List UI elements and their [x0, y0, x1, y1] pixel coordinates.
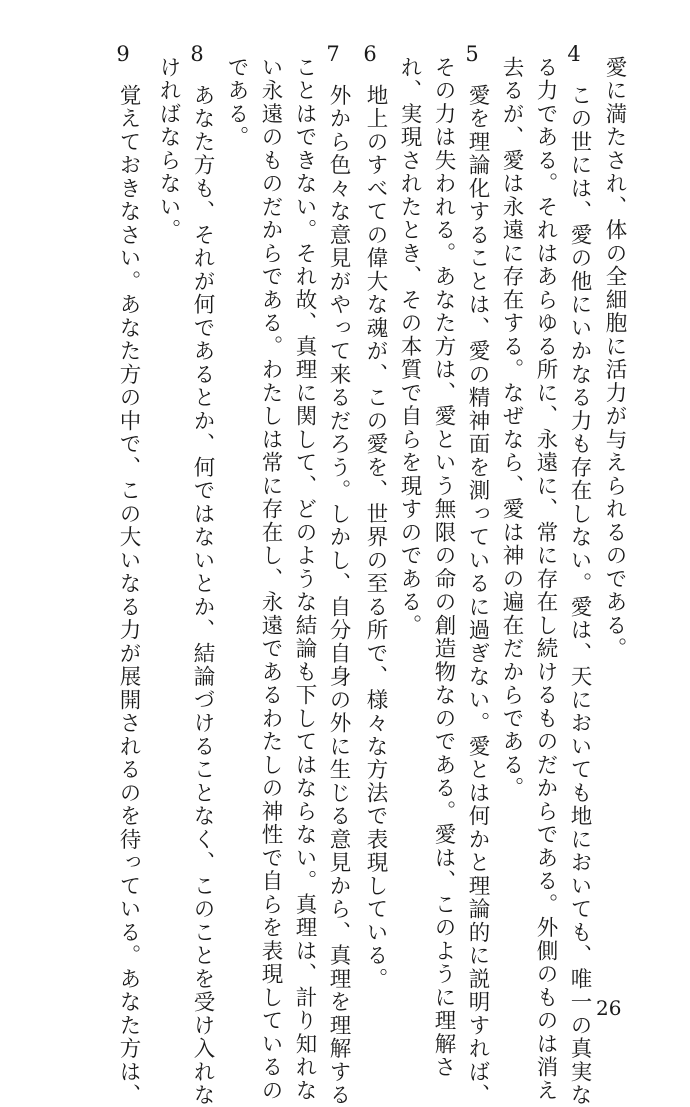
- paragraph-number: 7: [326, 42, 340, 66]
- text-line: ことはできない。それ故、真理に関して、どのような結論も下してはならない。真理は、計り知れな: [292, 56, 317, 1103]
- paragraph-number: 5: [465, 42, 479, 66]
- text-line: あなた方も、それが何であるとか、何ではないとか、結論づけることなく、このことを受け入れな: [190, 84, 215, 1107]
- paragraph-number: 8: [190, 42, 204, 66]
- text-line: ければならない。: [156, 56, 181, 242]
- text-line: 去るが、愛は永遠に存在する。なぜなら、愛は神の遍在だからである。: [499, 56, 524, 800]
- paragraph-number: 9: [116, 42, 130, 66]
- text-line: 地上のすべての偉大な魂が、この愛を、世界の至る所で、様々な方法で表現している。: [363, 84, 388, 991]
- text-line: る力である。それはあらゆる所に、永遠に、常に存在し続けるものだからである。外側のものは消え: [533, 56, 558, 1103]
- text-line: い永遠のものだからである。わたしは常に存在し、永遠であるわたしの神性で自らを表現しているの: [258, 56, 283, 1103]
- paragraph-number: 4: [567, 42, 581, 66]
- text-line: れ、実現されたとき、その本質で自らを現すのである。: [397, 56, 422, 638]
- text-line: その力は失われる。あなた方は、愛という無限の命の創造物なのである。愛は、このように理解さ: [431, 56, 456, 1079]
- text-line: 愛を理論化することは、愛の精神面を測っているに過ぎない。愛とは何かと理論的に説明すれば、: [465, 84, 490, 1107]
- text-line: である。: [224, 56, 249, 149]
- text-line: 愛に満たされ、体の全細胞に活力が与えられるのである。: [602, 56, 627, 661]
- page-number: 26: [596, 996, 622, 1020]
- text-line: 外から色々な意見がやって来るだろう。しかし、自分自身の外に生じる意見から、真理を理解する: [326, 84, 351, 1107]
- text-line: この世には、愛の他にいかなる力も存在しない。愛は、天においても地においても、唯一の真実な: [567, 84, 592, 1107]
- paragraph-number: 6: [363, 42, 377, 66]
- text-line: 覚えておきなさい。あなた方の中で、この大いなる力が展開されるのを待っている。あなた方は、: [116, 84, 141, 1107]
